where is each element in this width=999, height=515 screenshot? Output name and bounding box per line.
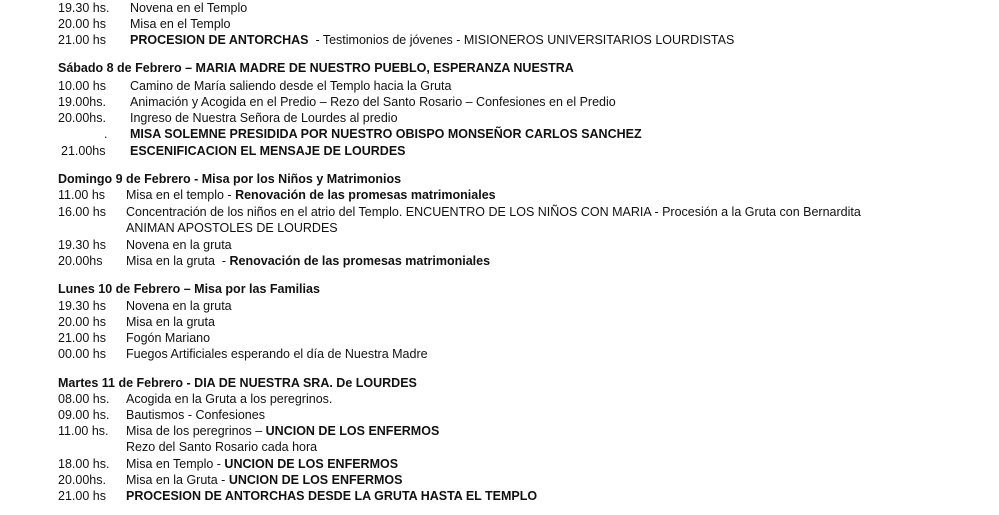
- activity-bold: UNCION DE LOS ENFERMOS: [265, 424, 440, 438]
- time-label: 20.00hs: [58, 254, 103, 268]
- activity-text: Misa en la gruta: [126, 315, 215, 329]
- activity-text: Novena en la gruta: [126, 299, 232, 313]
- time-label: 20.00 hs: [58, 315, 106, 329]
- activity-plain: Misa en el templo -: [126, 188, 236, 202]
- activity-text: ESCENIFICACION EL MENSAJE DE LOURDES: [130, 144, 406, 158]
- activity-bold: Renovación de las promesas matrimoniales: [235, 188, 496, 202]
- activity-text: [126, 253, 490, 269]
- activity-bold: UNCION DE LOS ENFERMOS: [228, 473, 403, 487]
- activity-text: [130, 32, 734, 48]
- time-label: 18.00 hs.: [58, 457, 110, 471]
- time-label: 16.00 hs: [58, 205, 106, 219]
- activity-text: Concentración de los niños en el atrio del Templo. ENCUENTRO DE LOS NIÑOS CON MARIA - Procesión a la Gruta con Bernardita: [126, 205, 861, 219]
- activity-bold: Renovación de las promesas matrimoniales: [229, 254, 491, 268]
- time-label: 20.00 hs: [58, 17, 106, 31]
- activity-plain: Misa en la gruta -: [126, 254, 230, 268]
- time-label: 11.00 hs.: [58, 424, 109, 438]
- day-heading-lunes: Lunes 10 de Febrero – Misa por las Familias: [58, 282, 320, 296]
- activity-text: Fogón Mariano: [126, 331, 211, 345]
- time-label: 09.00 hs.: [58, 408, 110, 422]
- time-label: 10.00 hs: [58, 79, 106, 93]
- activity-text: Rezo del Santo Rosario cada hora: [126, 440, 318, 454]
- time-label: 21.00 hs: [58, 331, 106, 345]
- time-label: 21.00 hs: [58, 489, 106, 503]
- activity-bold: UNCION DE LOS ENFERMOS: [224, 457, 399, 471]
- activity-plain: Misa en la Gruta -: [126, 473, 229, 487]
- time-label: 00.00 hs: [58, 347, 106, 361]
- time-label: 08.00 hs.: [58, 392, 110, 406]
- activity-text: Fuegos Artificiales esperando el día de Nuestra Madre: [126, 347, 428, 361]
- activity-text: [126, 472, 402, 488]
- time-label: 19.30 hs: [58, 238, 106, 252]
- activity-text: Acogida en la Gruta a los peregrinos.: [126, 392, 333, 406]
- activity-text: MISA SOLEMNE PRESIDIDA POR NUESTRO OBISPO MONSEÑOR CARLOS SANCHEZ: [130, 127, 642, 141]
- activity-bold: PROCESION DE ANTORCHAS: [130, 33, 309, 47]
- day-heading-domingo: Domingo 9 de Febrero - Misa por los Niños y Matrimonios: [58, 172, 402, 186]
- activity-rest: - Testimonios de jóvenes - MISIONEROS UNIVERSITARIOS LOURDISTAS: [308, 33, 735, 47]
- day-heading-martes: Martes 11 de Febrero - DIA DE NUESTRA SRA. De LOURDES: [58, 376, 417, 390]
- time-label: 21.00 hs: [58, 33, 106, 47]
- activity-plain: Misa de los peregrinos –: [126, 424, 266, 438]
- time-label: 19.30 hs: [58, 299, 106, 313]
- activity-text: Novena en el Templo: [130, 1, 248, 15]
- activity-text: Novena en la gruta: [126, 238, 232, 252]
- activity-text: Animación y Acogida en el Predio – Rezo del Santo Rosario – Confesiones en el Predio: [130, 95, 616, 109]
- activity-text: Camino de María saliendo desde el Templo hacia la Gruta: [130, 79, 452, 93]
- activity-text: [126, 423, 439, 439]
- time-label: 20.00hs.: [58, 111, 106, 125]
- time-label: 20.00hs.: [58, 473, 106, 487]
- activity-text: Bautismos - Confesiones: [126, 408, 265, 422]
- activity-text: Misa en el Templo: [130, 17, 231, 31]
- time-label: .: [104, 127, 108, 141]
- activity-plain: Misa en Templo -: [126, 457, 225, 471]
- activity-text: [126, 187, 496, 203]
- time-label: 19.30 hs.: [58, 1, 110, 15]
- activity-text: Ingreso de Nuestra Señora de Lourdes al predio: [130, 111, 398, 125]
- time-label: 21.00hs: [61, 144, 106, 158]
- activity-text: ANIMAN APOSTOLES DE LOURDES: [126, 221, 338, 235]
- day-heading-sabado: Sábado 8 de Febrero – MARIA MADRE DE NUESTRO PUEBLO, ESPERANZA NUESTRA: [58, 61, 574, 75]
- time-label: 11.00 hs: [58, 188, 106, 202]
- activity-text: [126, 456, 398, 472]
- activity-text: PROCESION DE ANTORCHAS DESDE LA GRUTA HASTA EL TEMPLO: [126, 489, 538, 503]
- time-label: 19.00hs.: [58, 95, 106, 109]
